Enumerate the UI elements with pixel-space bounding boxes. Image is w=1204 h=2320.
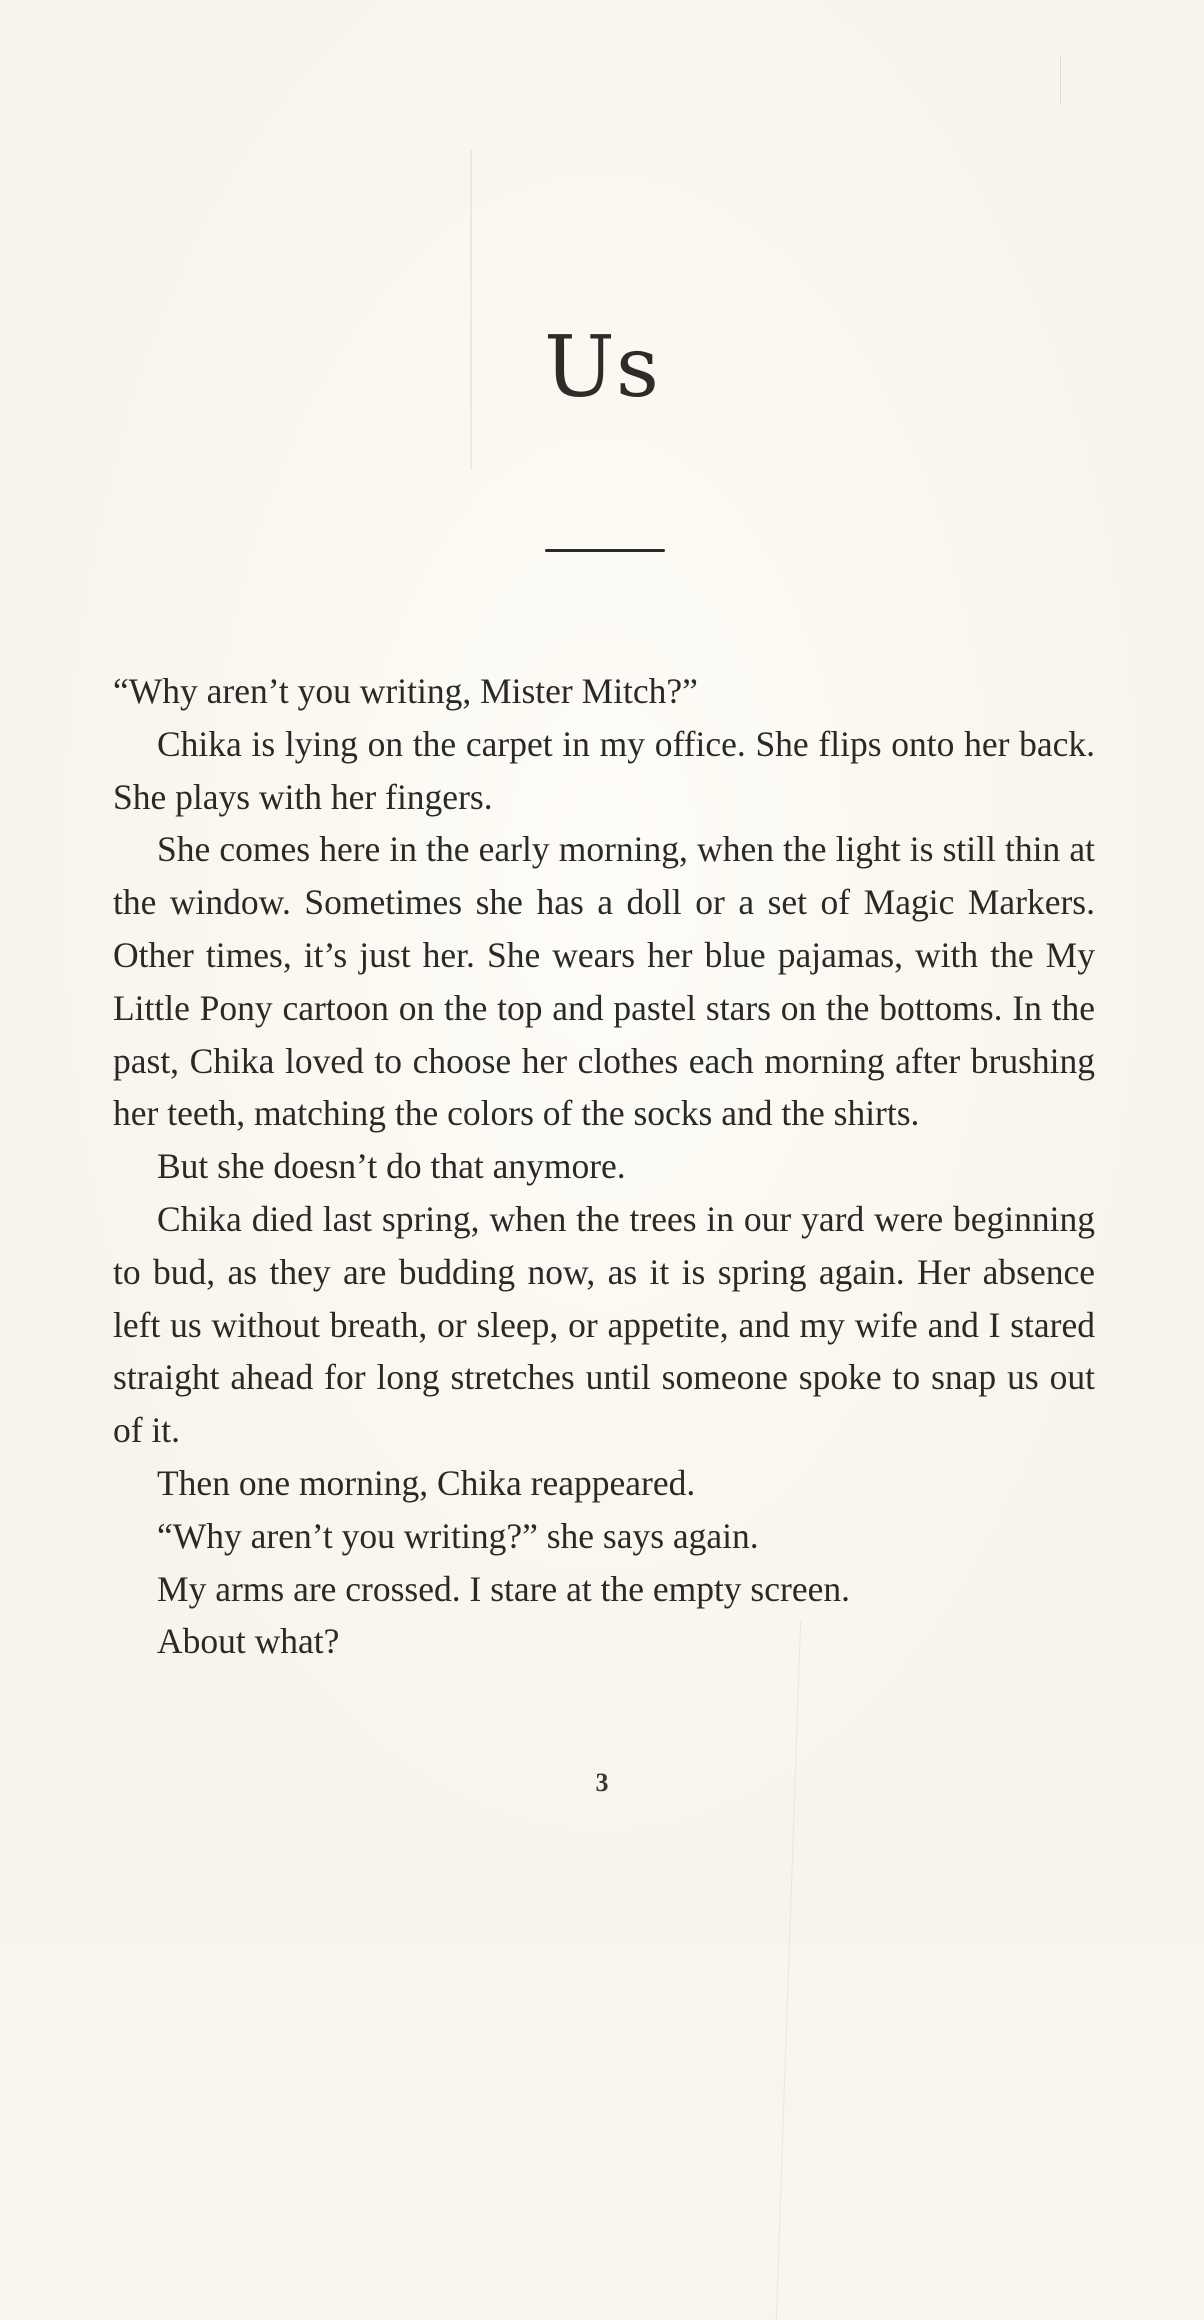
paragraph: Then one morning, Chika reappeared.: [157, 1462, 696, 1503]
title-divider: [545, 549, 665, 552]
paragraph: Chika is lying on the carpet in my office. She flips onto her back. She plays with her fingers.: [113, 723, 1095, 817]
page-number: 3: [595, 1768, 609, 1797]
paragraph: About what?: [157, 1621, 340, 1662]
paragraph: “Why aren’t you writing?” she says again.: [157, 1515, 759, 1556]
paragraph: But she doesn’t do that anymore.: [157, 1146, 626, 1187]
paragraph: Chika died last spring, when the trees in our yard were beginning to bud, as they are budding now, as it is spring again. Her absence left us without breath, or sleep, or appetite, and my wife and I stared straight ahead for long stretches until someone spoke to snap us out of it.: [113, 1198, 1095, 1451]
chapter-title: Us: [544, 318, 660, 416]
paper-crease: [470, 150, 472, 470]
chapter-body: [113, 665, 1095, 1668]
paper-crease: [1060, 55, 1061, 105]
paragraph: She comes here in the early morning, when the light is still thin at the window. Sometimes she has a doll or a set of Magic Markers. Other times, it’s just her. She wears her blue pajamas, with the My Little Pony cartoon on the top and pastel stars on the bottoms. In the past, Chika loved to choose her clothes each morning after brushing her teeth, matching the colors of the socks and the shirts.: [113, 829, 1095, 1134]
paragraph: “Why aren’t you writing, Mister Mitch?”: [113, 671, 698, 711]
paragraph: My arms are crossed. I stare at the empty screen.: [157, 1568, 850, 1609]
